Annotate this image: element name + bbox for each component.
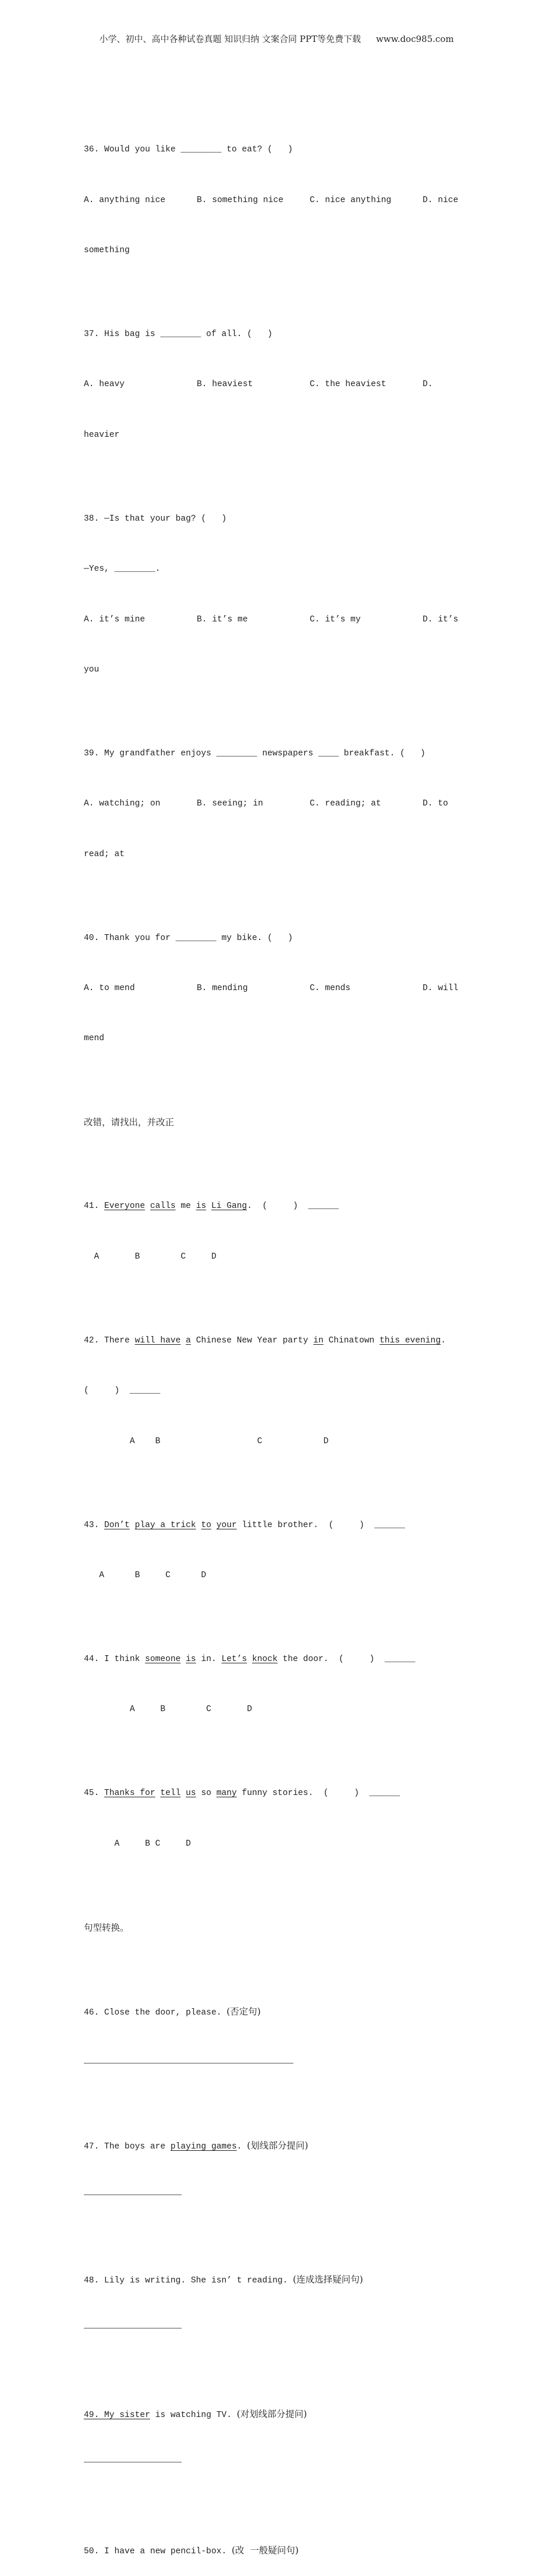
question-40-wrap: mend (84, 1034, 105, 1044)
question-36-wrap: something (84, 245, 130, 255)
underlined-b: tell (160, 1789, 181, 1798)
question-38-stem: 38. —Is that your bag? ( ) (84, 514, 227, 524)
underlined-phrase: 49. My sister (84, 2410, 150, 2420)
option-d: D. it’s (423, 614, 459, 624)
underlined-c: us (186, 1789, 196, 1798)
question-38-wrap: you (84, 665, 100, 674)
question-44-letters: A B C D (84, 1705, 253, 1715)
underlined-d: this evening (379, 1335, 441, 1345)
question-43: 43. Don’t play a trick to your little brother. ( ) ______ (84, 1520, 405, 1530)
question-45-letters: A B C D (84, 1839, 191, 1849)
question-37-stem: 37. His bag is ________ of all. ( ) (84, 329, 273, 339)
question-46-answer-line[interactable] (84, 2054, 468, 2070)
underlined-d: knock (252, 1654, 278, 1664)
question-38-options (84, 612, 468, 628)
section-correction-heading: 改错，请找出，并改正 (84, 1117, 175, 1128)
underlined-c: is (196, 1202, 207, 1211)
question-38-reply: —Yes, ________. (84, 564, 161, 574)
header-text: 小学、初中、高中各种试卷真题 知识归纳 文案合同 PPT等免费下载 (99, 34, 361, 44)
underlined-c: Let’s (221, 1654, 247, 1664)
option-b: B. heaviest (197, 380, 253, 390)
underlined-a: someone (145, 1654, 181, 1664)
question-41-letters: A B C D (84, 1252, 217, 1262)
question-39-wrap: read; at (84, 849, 125, 859)
underlined-c: to (201, 1520, 211, 1530)
question-42: 42. There will have a Chinese New Year party in Chinatown this evening. (84, 1335, 446, 1345)
question-36-stem: 36. Would you like ________ to eat? ( ) (84, 145, 293, 155)
question-47: 47. The boys are playing games. (划线部分提问) (84, 2140, 309, 2152)
question-42-answer-slot: ( ) ______ (84, 1386, 161, 1396)
underlined-phrase: playing games (170, 2142, 237, 2152)
option-a: A. anything nice (84, 195, 166, 205)
underlined-b: play a trick (134, 1520, 196, 1530)
question-39-options (84, 796, 468, 812)
underlined-a: will have (134, 1335, 181, 1345)
underlined-b: is (186, 1654, 196, 1664)
underlined-b: a (186, 1335, 191, 1345)
question-42-letters: A B C D (84, 1436, 329, 1446)
question-48: 48. Lily is writing. She isn’ t reading. (连成选择疑问句) (84, 2274, 363, 2286)
exam-content (84, 75, 468, 2576)
option-c: C. it’s my (310, 614, 361, 624)
question-50: 50. I have a new pencil-box. (改 一般疑问句) (84, 2545, 299, 2557)
option-d: D. will (423, 984, 459, 994)
option-a: A. it’s mine (84, 614, 146, 624)
question-48-answer-line[interactable] (84, 2322, 468, 2339)
option-d: D. to (423, 799, 448, 809)
option-c: C. the heaviest (310, 380, 387, 390)
underlined-a: Everyone (104, 1202, 146, 1211)
header-url[interactable]: www.doc985.com (375, 34, 454, 44)
question-47-answer-line[interactable] (84, 2188, 468, 2204)
underlined-c: in (313, 1335, 324, 1345)
question-40-options (84, 980, 468, 997)
question-44: 44. I think someone is in. Let’s knock the door. ( ) ______ (84, 1654, 416, 1664)
option-a: A. heavy (84, 380, 125, 390)
option-c: C. nice anything (310, 195, 392, 205)
option-d: D. nice (423, 195, 459, 205)
question-41: 41. Everyone calls me is Li Gang. ( ) ______ (84, 1202, 339, 1211)
option-c: C. reading; at (310, 799, 381, 809)
option-a: A. watching; on (84, 799, 161, 809)
option-b: B. seeing; in (197, 799, 263, 809)
option-b: B. something nice (197, 195, 283, 205)
option-c: C. mends (310, 984, 351, 994)
underlined-d: your (216, 1520, 237, 1530)
section-transform-heading: 句型转换。 (84, 1922, 129, 1933)
underlined-d: many (216, 1789, 237, 1798)
question-37-wrap: heavier (84, 430, 120, 440)
underlined-a: Thanks for (104, 1789, 155, 1798)
option-d: D. (423, 380, 433, 390)
question-39-stem: 39. My grandfather enjoys ________ newspapers ____ breakfast. ( ) (84, 748, 426, 758)
option-a: A. to mend (84, 984, 135, 994)
underlined-a: Don’t (104, 1520, 130, 1530)
option-b: B. mending (197, 984, 248, 994)
question-40-stem: 40. Thank you for ________ my bike. ( ) (84, 933, 293, 943)
question-49-answer-line[interactable] (84, 2456, 468, 2473)
page-header (0, 33, 553, 45)
option-b: B. it’s me (197, 614, 248, 624)
question-36-options (84, 192, 468, 209)
question-43-letters: A B C D (84, 1570, 207, 1580)
underlined-d: Li Gang (211, 1202, 247, 1211)
question-46: 46. Close the door, please. (否定句) (84, 2006, 261, 2017)
question-49: 49. My sister is watching TV. (对划线部分提问) (84, 2408, 307, 2420)
question-45: 45. Thanks for tell us so many funny stories. ( ) ______ (84, 1789, 400, 1798)
underlined-b: calls (150, 1202, 176, 1211)
question-37-options (84, 376, 468, 393)
